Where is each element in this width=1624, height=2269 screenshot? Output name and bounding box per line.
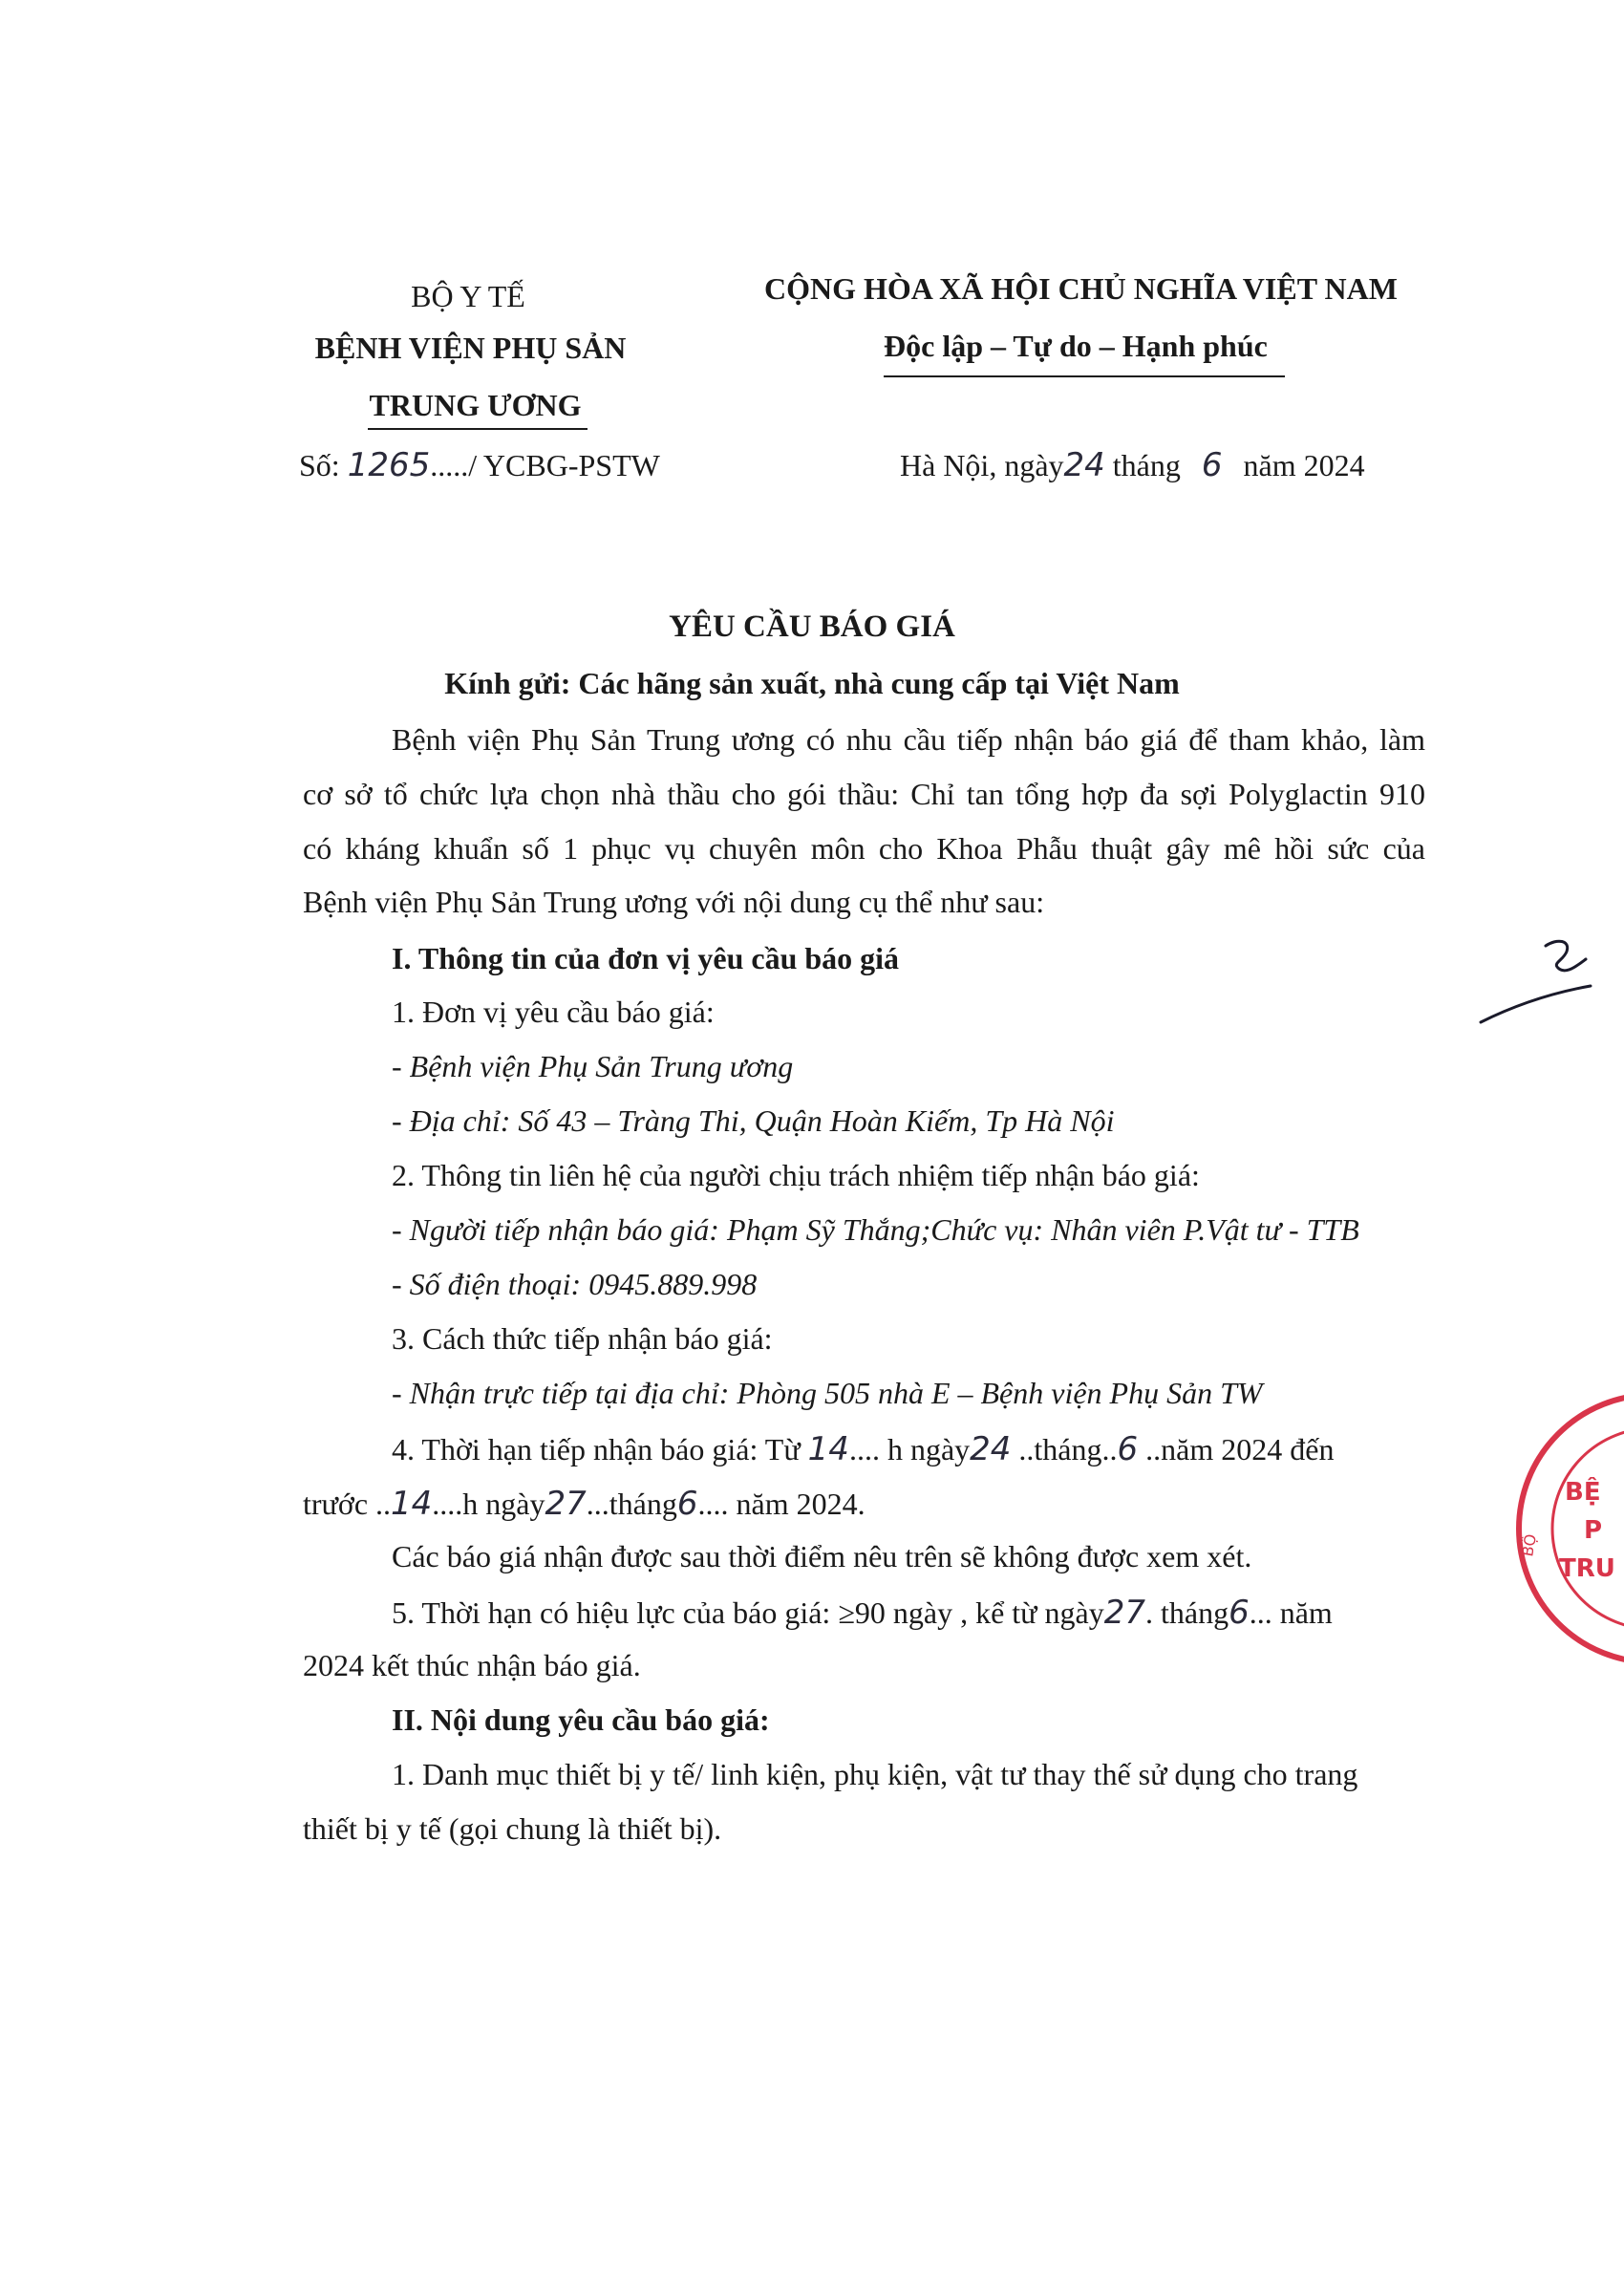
deadline-text-d: ..năm 2024 đến <box>1145 1432 1335 1466</box>
deadline-text-h: .... năm 2024. <box>697 1487 865 1521</box>
hospital-name-line1: BỆNH VIỆN PHỤ SẢN <box>314 331 627 365</box>
unit-name: - Bệnh viện Phụ Sản Trung ương <box>392 1049 794 1083</box>
intro-line3: có kháng khuẩn số 1 phục vụ chuyên môn cho Khoa Phẫu thuật gây mê hồi sức của <box>303 831 1425 866</box>
ministry-name: BỘ Y TẾ <box>411 279 525 313</box>
deadline-line1 <box>392 1430 1334 1468</box>
section2-item1-line1: 1. Danh mục thiết bị y tế/ linh kiện, phụ kiện, vật tư thay thế sử dụng cho trang <box>392 1757 1358 1791</box>
intro-line4: Bệnh viện Phụ Sản Trung ương với nội dung cụ thể như sau: <box>303 885 1045 919</box>
section1-heading: I. Thông tin của đơn vị yêu cầu báo giá <box>392 941 900 975</box>
doc-no-prefix: Số: <box>299 448 340 482</box>
document-number <box>299 446 660 484</box>
national-motto: Độc lập – Tự do – Hạnh phúc <box>884 329 1268 363</box>
unit-address: - Địa chỉ: Số 43 – Tràng Thi, Quận Hoàn Kiếm, Tp Hà Nội <box>392 1103 1115 1138</box>
document-title: YÊU CẦU BÁO GIÁ <box>669 610 955 644</box>
validity-month: 6 <box>1229 1594 1250 1632</box>
section2-heading: II. Nội dung yêu cầu báo giá: <box>392 1702 770 1737</box>
validity-line2: 2024 kết thúc nhận báo giá. <box>303 1648 641 1682</box>
validity-line1 <box>392 1594 1333 1632</box>
date-year: năm 2024 <box>1243 448 1365 482</box>
doc-no-suffix: ...../ YCBG-PSTW <box>430 448 660 482</box>
deadline-hour-from: 14 <box>807 1430 849 1468</box>
hospital-name-line2: TRUNG ƯƠNG <box>369 388 582 422</box>
red-stamp-icon <box>1500 1385 1624 1672</box>
section2-item1-line2: thiết bị y tế (gọi chung là thiết bị). <box>303 1811 722 1846</box>
deadline-text-g: ...tháng <box>586 1487 677 1521</box>
deadline-month-to: 6 <box>676 1485 698 1523</box>
section1-item2: 2. Thông tin liên hệ của người chịu trách nhiệm tiếp nhận báo giá: <box>392 1158 1200 1192</box>
motto-underline <box>884 375 1285 377</box>
stamp-text-1: BỆ <box>1565 1478 1601 1507</box>
intro-line1: Bệnh viện Phụ Sản Trung ương có nhu cầu tiếp nhận báo giá để tham khảo, làm <box>392 722 1425 757</box>
document-date <box>900 446 1365 484</box>
date-month-label: tháng <box>1112 448 1181 482</box>
deadline-text-c: ..tháng.. <box>1018 1432 1118 1466</box>
deadline-line2 <box>303 1485 865 1523</box>
deadline-label: 4. Thời hạn tiếp nhận báo giá: Từ <box>392 1432 801 1466</box>
recipient-line: Kính gửi: Các hãng sản xuất, nhà cung cấp tại Việt Nam <box>444 666 1180 700</box>
intro-line2: cơ sở tổ chức lựa chọn nhà thầu cho gói thầu: Chỉ tan tổng hợp đa sợi Polyglactin 910 <box>303 777 1425 811</box>
header-left-underline <box>368 428 588 430</box>
deadline-text-b: .... h ngày <box>848 1432 971 1466</box>
deadline-day-to: 27 <box>545 1485 587 1523</box>
section1-item3: 3. Cách thức tiếp nhận báo giá: <box>392 1321 773 1356</box>
receive-method: - Nhận trực tiếp tại địa chỉ: Phòng 505 nhà E – Bệnh viện Phụ Sản TW <box>392 1376 1263 1410</box>
deadline-text-e: trước .. <box>303 1487 392 1521</box>
deadline-month-from: 6 <box>1117 1430 1139 1468</box>
late-note: Các báo giá nhận được sau thời điểm nêu trên sẽ không được xem xét. <box>392 1539 1252 1573</box>
validity-text-a: 5. Thời hạn có hiệu lực của báo giá: ≥90 ngày , kể từ ngày <box>392 1595 1104 1630</box>
section1-item1: 1. Đơn vị yêu cầu báo giá: <box>392 995 715 1029</box>
country-name: CỘNG HÒA XÃ HỘI CHỦ NGHĨA VIỆT NAM <box>764 271 1398 306</box>
date-month: 6 <box>1201 446 1223 484</box>
date-day: 24 <box>1063 446 1105 484</box>
validity-text-b: . tháng <box>1144 1595 1229 1630</box>
contact-phone: - Số điện thoại: 0945.889.998 <box>392 1267 758 1301</box>
stamp-text-3: TRU <box>1559 1554 1615 1583</box>
deadline-text-f: ....h ngày <box>432 1487 545 1521</box>
stamp-text-2: P <box>1584 1516 1603 1545</box>
deadline-day-from: 24 <box>970 1430 1012 1468</box>
signature-mark-icon <box>1471 917 1595 1032</box>
deadline-hour-to: 14 <box>391 1485 433 1523</box>
doc-no-handwritten: 1265 <box>347 446 431 484</box>
contact-person: - Người tiếp nhận báo giá: Phạm Sỹ Thắng;Chức vụ: Nhân viên P.Vật tư - TTB <box>392 1212 1359 1247</box>
date-prefix: Hà Nội, ngày <box>900 448 1064 482</box>
stamp-side-text: BỘ <box>1518 1532 1541 1558</box>
validity-day: 27 <box>1103 1594 1145 1632</box>
validity-text-c: ... năm <box>1249 1595 1333 1630</box>
